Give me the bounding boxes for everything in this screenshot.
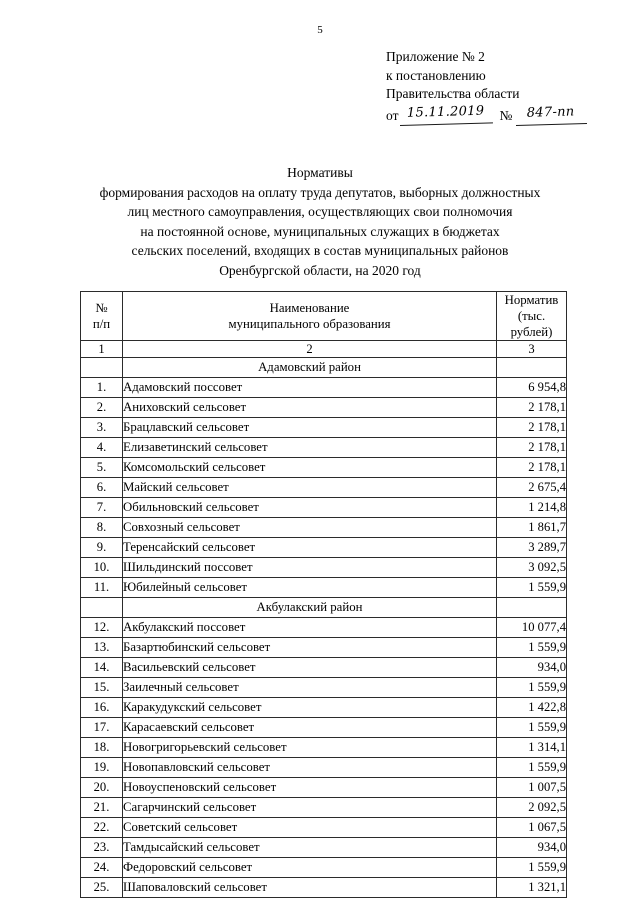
- norm-value-cell: 934,0: [497, 658, 567, 678]
- municipality-name-cell: Адамовский поссовет: [123, 378, 497, 398]
- norm-value-cell: 1 314,1: [497, 738, 567, 758]
- title-line-6: Оренбургской области, на 2020 год: [219, 262, 421, 278]
- municipality-name-cell: Совхозный сельсовет: [123, 518, 497, 538]
- row-number-cell: 5.: [81, 458, 123, 478]
- table-row: [81, 658, 567, 678]
- column-number-3: 3: [497, 341, 567, 358]
- table-row: [81, 418, 567, 438]
- row-number-cell: 7.: [81, 498, 123, 518]
- table-row: [81, 478, 567, 498]
- table-row: [81, 858, 567, 878]
- section-number-cell: [81, 358, 123, 378]
- norm-value-cell: 1 422,8: [497, 698, 567, 718]
- table-row: [81, 698, 567, 718]
- table-row: [81, 638, 567, 658]
- municipality-name-cell: Комсомольский сельсовет: [123, 458, 497, 478]
- norm-value-cell: 2 092,5: [497, 798, 567, 818]
- table-row: [81, 718, 567, 738]
- header-name-line-2: муниципального образования: [228, 317, 391, 331]
- norm-value-cell: 1 321,1: [497, 878, 567, 898]
- header-value-column: [497, 292, 567, 341]
- header-name-line-1: Наименование: [269, 301, 350, 315]
- norm-value-cell: 1 067,5: [497, 818, 567, 838]
- table-row: [81, 458, 567, 478]
- section-number-cell: [81, 598, 123, 618]
- row-number-cell: 20.: [81, 778, 123, 798]
- document-title: [40, 163, 600, 280]
- row-number-cell: 3.: [81, 418, 123, 438]
- row-number-cell: 18.: [81, 738, 123, 758]
- norm-value-cell: 2 178,1: [497, 418, 567, 438]
- row-number-cell: 19.: [81, 758, 123, 778]
- table-row: [81, 398, 567, 418]
- norm-value-cell: 1 559,9: [497, 578, 567, 598]
- norm-value-cell: 1 559,9: [497, 758, 567, 778]
- table-row: [81, 738, 567, 758]
- table-header-row: [81, 292, 567, 341]
- norm-value-cell: 1 007,5: [497, 778, 567, 798]
- norms-table-container: [80, 291, 566, 898]
- row-number-cell: 8.: [81, 518, 123, 538]
- row-number-cell: 14.: [81, 658, 123, 678]
- norm-value-cell: 10 077,4: [497, 618, 567, 638]
- table-row: [81, 578, 567, 598]
- table-row: [81, 498, 567, 518]
- table-row: [81, 538, 567, 558]
- row-number-cell: 25.: [81, 878, 123, 898]
- header-value-line-1: Норматив: [504, 293, 559, 307]
- norm-value-cell: 1 559,9: [497, 718, 567, 738]
- table-row: [81, 378, 567, 398]
- title-line-1: Нормативы: [287, 165, 353, 180]
- approval-block: [386, 48, 616, 125]
- norm-value-cell: 1 559,9: [497, 638, 567, 658]
- row-number-cell: 1.: [81, 378, 123, 398]
- norm-value-cell: 1 559,9: [497, 858, 567, 878]
- table-body: [81, 358, 567, 898]
- norm-value-cell: 1 861,7: [497, 518, 567, 538]
- municipality-name-cell: Аниховский сельсовет: [123, 398, 497, 418]
- municipality-name-cell: Обильновский сельсовет: [123, 498, 497, 518]
- norm-value-cell: 1 559,9: [497, 678, 567, 698]
- row-number-cell: 4.: [81, 438, 123, 458]
- table-row: [81, 878, 567, 898]
- row-number-cell: 21.: [81, 798, 123, 818]
- municipality-name-cell: Юбилейный сельсовет: [123, 578, 497, 598]
- row-number-cell: 12.: [81, 618, 123, 638]
- municipality-name-cell: Заилечный сельсовет: [123, 678, 497, 698]
- handwritten-date: 15.11.2019: [400, 102, 494, 125]
- municipality-name-cell: Новоуспеновский сельсовет: [123, 778, 497, 798]
- municipality-name-cell: Каракудукский сельсовет: [123, 698, 497, 718]
- table-row: [81, 618, 567, 638]
- page-number: 5: [317, 24, 323, 36]
- row-number-cell: 16.: [81, 698, 123, 718]
- section-value-cell: [497, 358, 567, 378]
- table-row: [81, 798, 567, 818]
- approval-date-number-line: [386, 105, 616, 126]
- table-section-row: [81, 358, 567, 378]
- norm-value-cell: 6 954,8: [497, 378, 567, 398]
- norm-value-cell: 3 092,5: [497, 558, 567, 578]
- municipality-name-cell: Карасаевский сельсовет: [123, 718, 497, 738]
- table-column-number-row: [81, 341, 567, 358]
- row-number-cell: 17.: [81, 718, 123, 738]
- date-label: от: [386, 107, 399, 123]
- table-row: [81, 758, 567, 778]
- municipality-name-cell: Майский сельсовет: [123, 478, 497, 498]
- row-number-cell: 11.: [81, 578, 123, 598]
- municipality-name-cell: Акбулакский поссовет: [123, 618, 497, 638]
- norm-value-cell: 3 289,7: [497, 538, 567, 558]
- municipality-name-cell: Брацлавский сельсовет: [123, 418, 497, 438]
- header-number-column: [81, 292, 123, 341]
- section-value-cell: [497, 598, 567, 618]
- row-number-cell: 22.: [81, 818, 123, 838]
- municipality-name-cell: Федоровский сельсовет: [123, 858, 497, 878]
- norm-value-cell: 934,0: [497, 838, 567, 858]
- header-name-column: [123, 292, 497, 341]
- title-line-3: лиц местного самоуправления, осуществляющих свои полномочия: [127, 204, 513, 219]
- column-number-2: 2: [123, 341, 497, 358]
- municipality-name-cell: Шаповаловский сельсовет: [123, 878, 497, 898]
- municipality-name-cell: Советский сельсовет: [123, 818, 497, 838]
- municipality-name-cell: Сагарчинский сельсовет: [123, 798, 497, 818]
- row-number-cell: 6.: [81, 478, 123, 498]
- appendix-title: Приложение № 2: [386, 49, 485, 64]
- norm-value-cell: 2 675,4: [497, 478, 567, 498]
- row-number-cell: 10.: [81, 558, 123, 578]
- table-row: [81, 838, 567, 858]
- column-number-1: 1: [81, 341, 123, 358]
- section-title-cell: Акбулакский район: [123, 598, 497, 618]
- table-header: [81, 292, 567, 358]
- row-number-cell: 24.: [81, 858, 123, 878]
- row-number-cell: 9.: [81, 538, 123, 558]
- table-section-row: [81, 598, 567, 618]
- table-row: [81, 818, 567, 838]
- header-number-line-1: №: [95, 301, 108, 315]
- title-line-5: сельских поселений, входящих в состав муниципальных районов: [131, 243, 509, 258]
- approval-reference-line: к постановлению: [386, 67, 486, 83]
- row-number-cell: 23.: [81, 838, 123, 858]
- norms-table: [80, 291, 567, 898]
- handwritten-document-number: 847-пп: [516, 103, 588, 125]
- norm-value-cell: 2 178,1: [497, 438, 567, 458]
- norm-value-cell: 2 178,1: [497, 398, 567, 418]
- row-number-cell: 15.: [81, 678, 123, 698]
- header-number-line-2: п/п: [92, 317, 111, 331]
- row-number-cell: 2.: [81, 398, 123, 418]
- section-title-cell: Адамовский район: [123, 358, 497, 378]
- row-number-cell: 13.: [81, 638, 123, 658]
- norm-value-cell: 1 214,8: [497, 498, 567, 518]
- municipality-name-cell: Шильдинский поссовет: [123, 558, 497, 578]
- municipality-name-cell: Тамдысайский сельсовет: [123, 838, 497, 858]
- municipality-name-cell: Базартюбинский сельсовет: [123, 638, 497, 658]
- table-row: [81, 518, 567, 538]
- table-row: [81, 558, 567, 578]
- municipality-name-cell: Теренсайский сельсовет: [123, 538, 497, 558]
- norm-value-cell: 2 178,1: [497, 458, 567, 478]
- municipality-name-cell: Елизаветинский сельсовет: [123, 438, 497, 458]
- title-line-2: формирования расходов на оплату труда депутатов, выборных должностных: [99, 184, 541, 200]
- table-row: [81, 438, 567, 458]
- title-line-4: на постоянной основе, муниципальных служащих в бюджетах: [140, 223, 500, 239]
- municipality-name-cell: Новопавловский сельсовет: [123, 758, 497, 778]
- municipality-name-cell: Васильевский сельсовет: [123, 658, 497, 678]
- table-row: [81, 678, 567, 698]
- municipality-name-cell: Новогригорьевский сельсовет: [123, 738, 497, 758]
- number-sign: №: [499, 107, 513, 123]
- approval-authority: Правительства области: [386, 86, 520, 101]
- table-row: [81, 778, 567, 798]
- header-value-line-2: (тыс. рублей): [510, 309, 553, 339]
